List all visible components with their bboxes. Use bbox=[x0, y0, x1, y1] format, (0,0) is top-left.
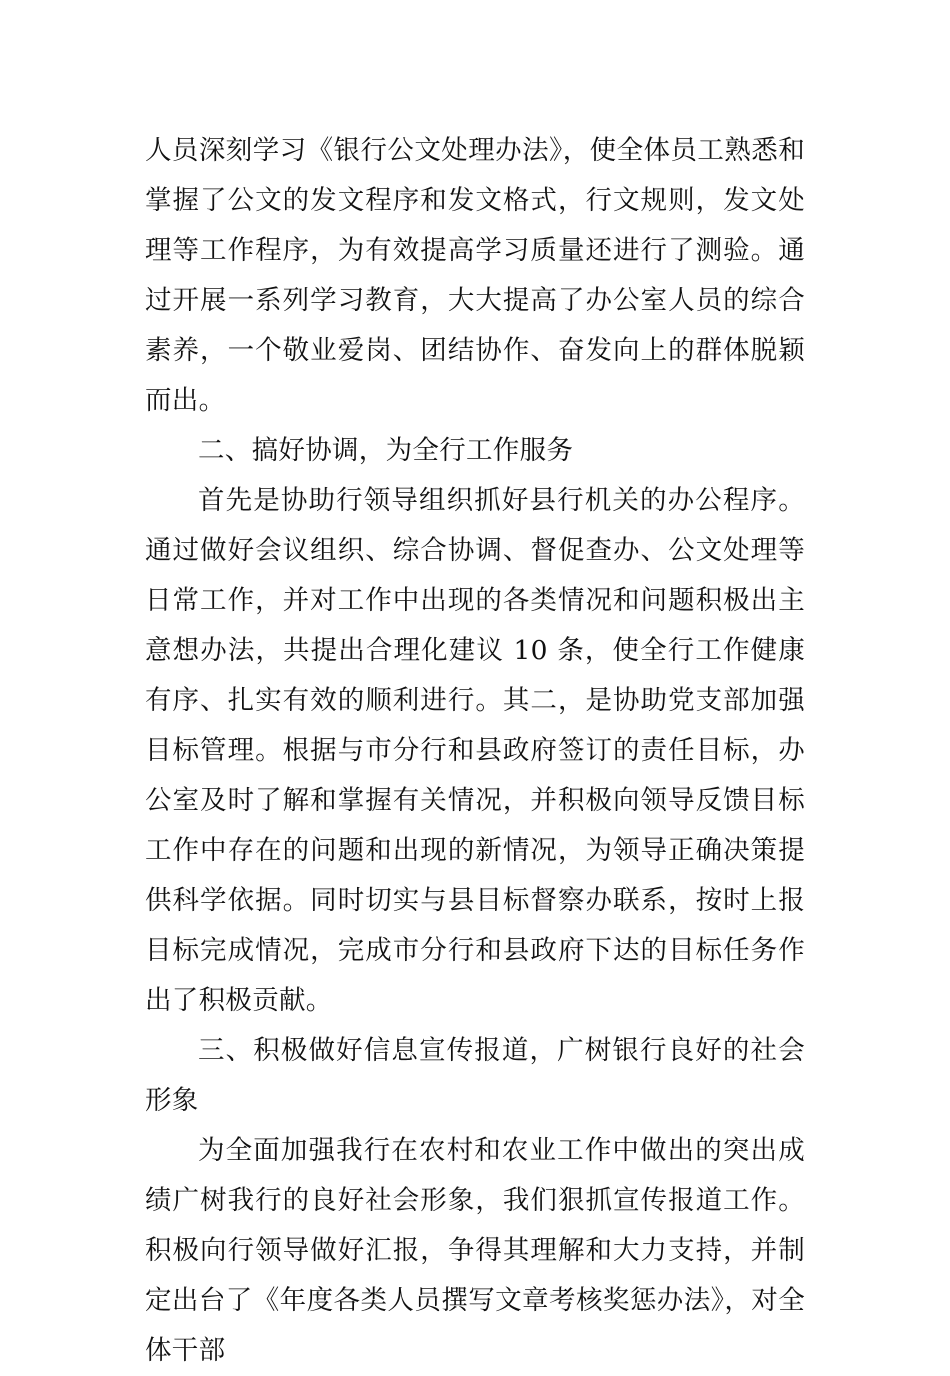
document-body bbox=[145, 126, 805, 1376]
paragraph-continuation: 人员深刻学习《银行公文处理办法》，使全体员工熟悉和掌握了公文的发文程序和发文格式，行文规则，发文处理等工作程序，为有效提高学习质量还进行了测验。通过开展一系列学习教育，大大提高了办公室人员的综合素养，一个敬业爱岗、团结协作、奋发向上的群体脱颖而出。 bbox=[145, 135, 805, 416]
section-heading-publicity: 三、积极做好信息宣传报道，广树银行良好的社会形象 bbox=[145, 1035, 805, 1116]
paragraph-coordination: 首先是协助行领导组织抓好县行机关的办公程序。通过做好会议组织、综合协调、督促查办、公文处理等日常工作，并对工作中出现的各类情况和问题积极出主意想办法，共提出合理化建议 10 条，使全行工作健康有序、扎实有效的顺利进行。其二，是协助党支部加强目标管理。根据与市分行和县政府签订的责任目标，办公室及时了解和掌握有关情况，并积极向领导反馈目标工作中存在的问题和出现的新情况，为领导正确决策提供科学依据。同时切实与县目标督察办联系，按时上报目标完成情况，完成市分行和县政府下达的目标任务作出了积极贡献。 bbox=[145, 485, 805, 1016]
paragraph-publicity: 为全面加强我行在农村和农业工作中做出的突出成绩广树我行的良好社会形象，我们狠抓宣传报道工作。积极向行领导做好汇报，争得其理解和大力支持，并制定出台了《年度各类人员撰写文章考核奖惩办法》，对全体干部 bbox=[145, 1135, 805, 1366]
section-heading-coordination: 二、搞好协调，为全行工作服务 bbox=[198, 435, 574, 466]
